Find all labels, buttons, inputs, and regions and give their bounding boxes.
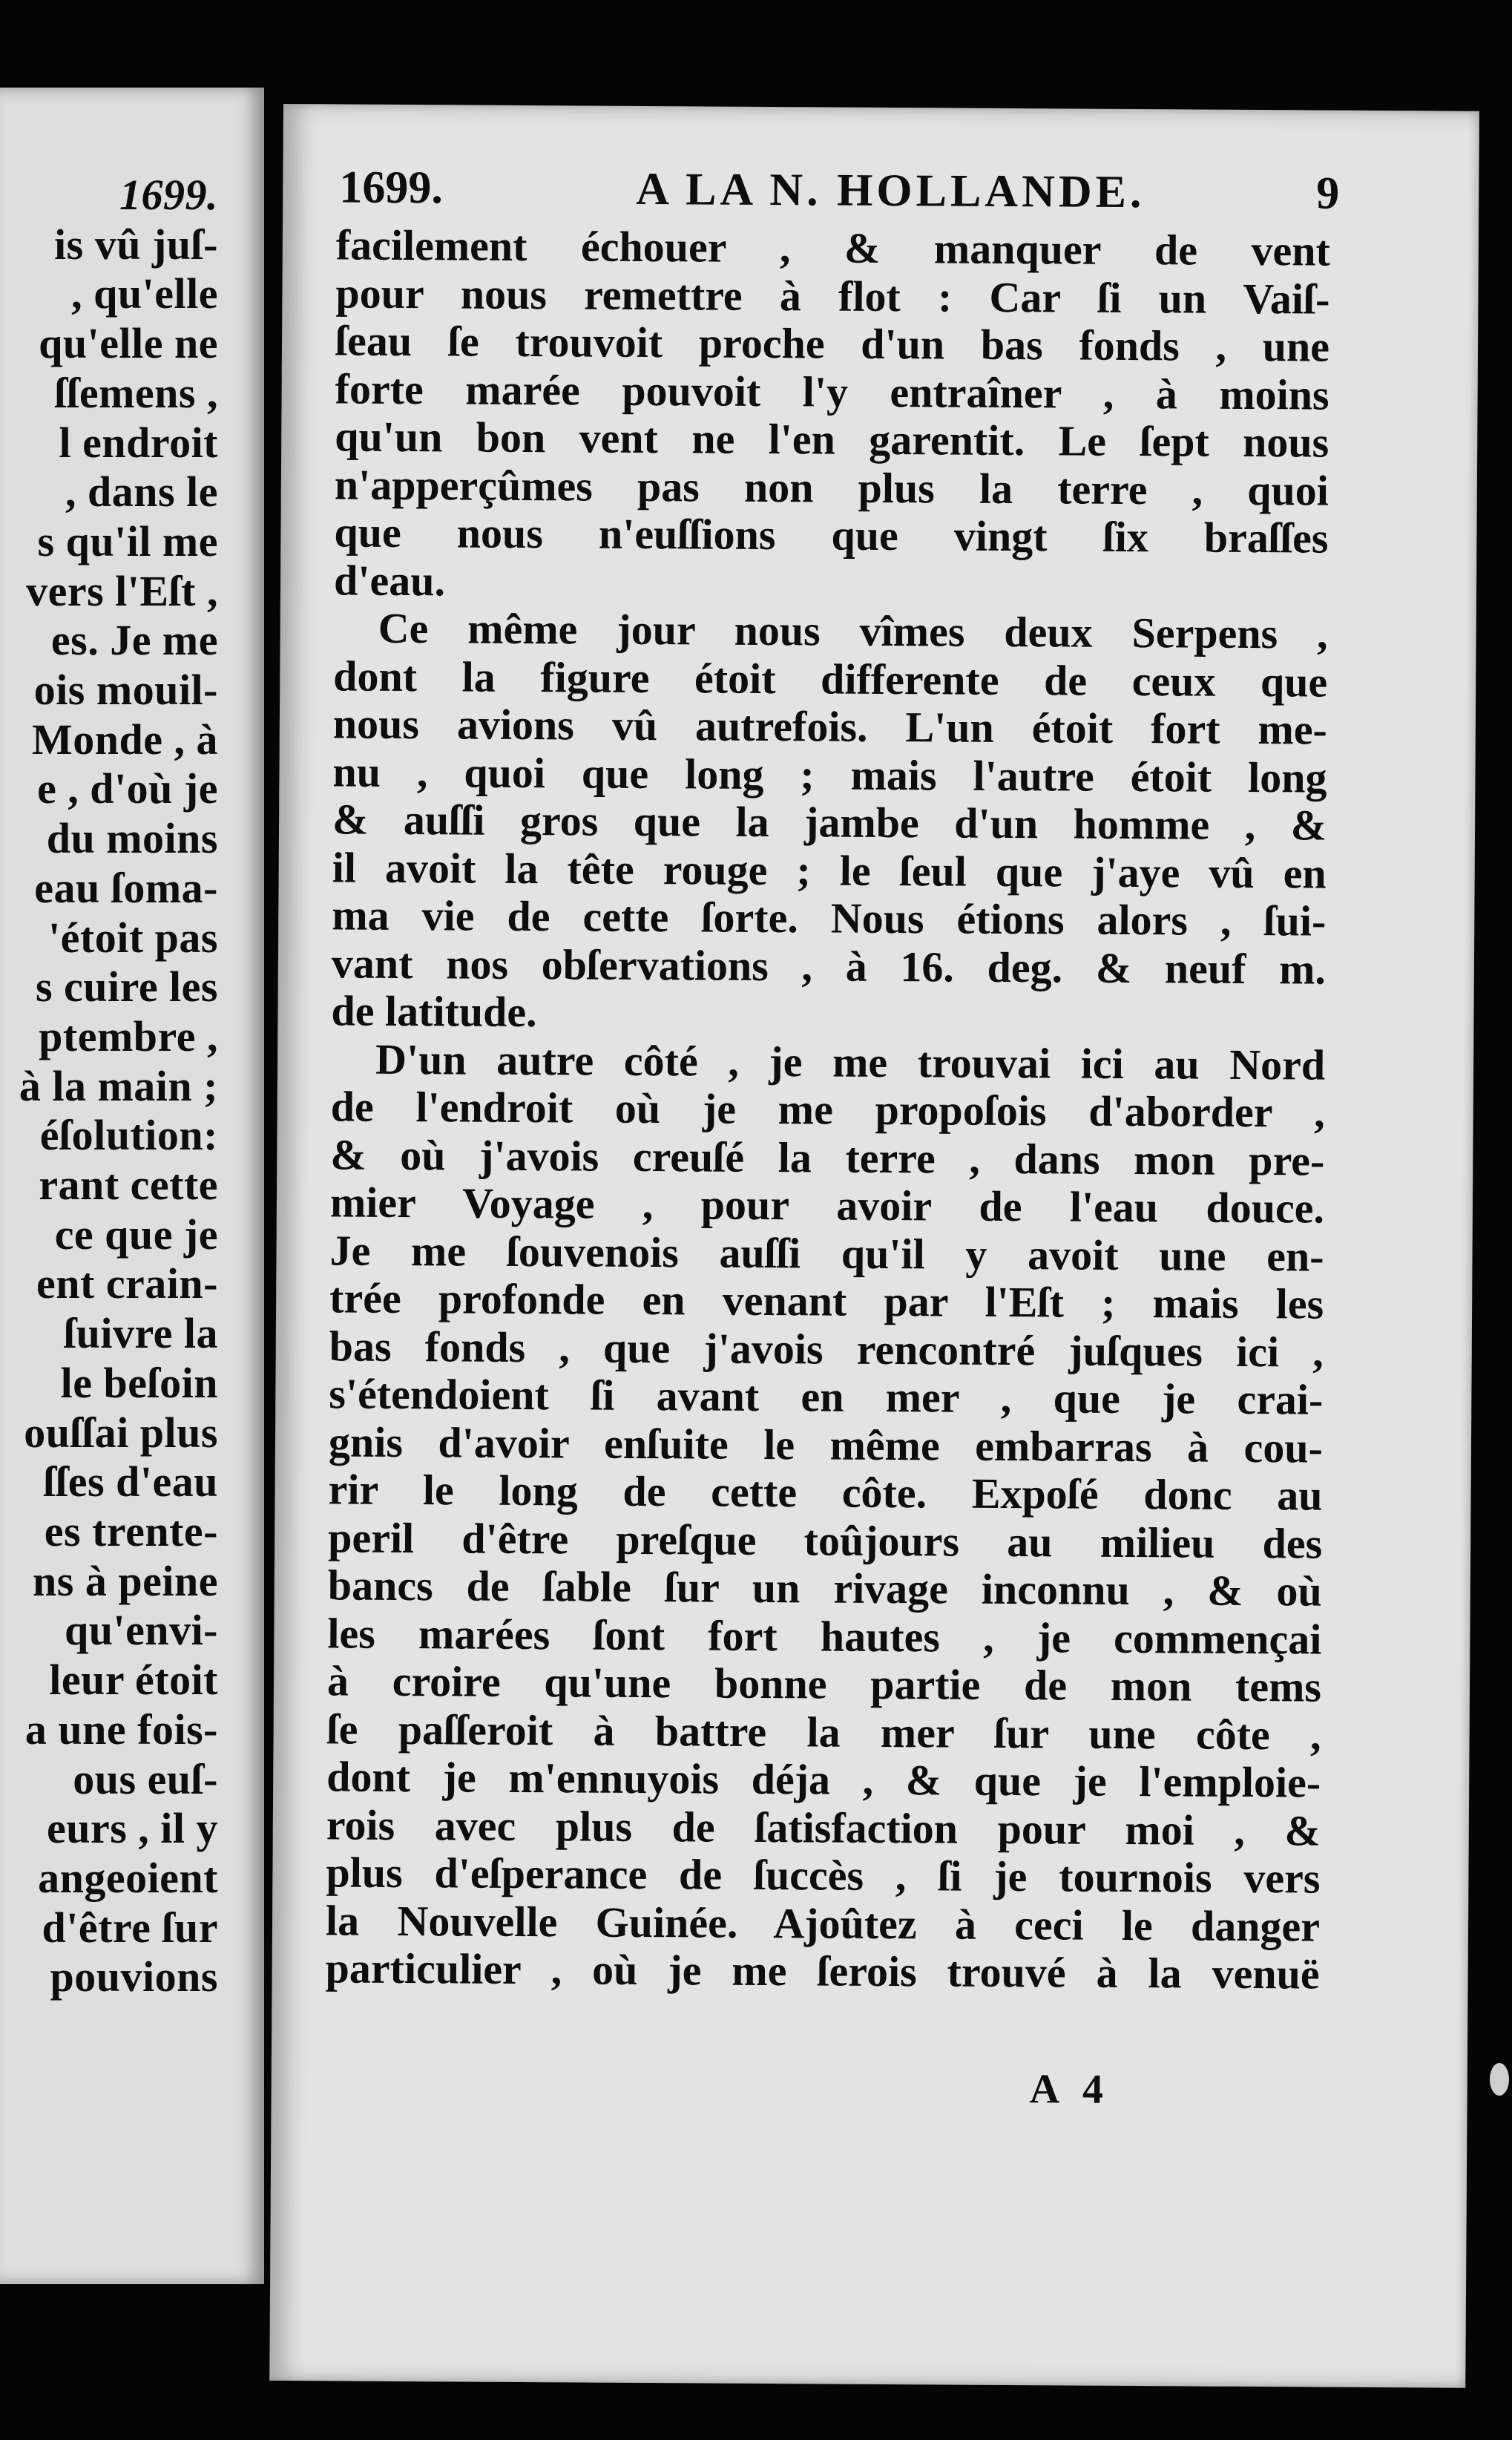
body-line: n'apperçûmes pas non plus la terre , quoi — [334, 459, 1329, 515]
body-line: pour nous remettre à flot : Car ſi un Vaiſ- — [335, 268, 1330, 324]
left-page-line: ois mouil- — [33, 666, 218, 715]
body-line: s'étendoient ſi avant en mer , que je crai- — [329, 1369, 1324, 1424]
body-line: dont la figure étoit differente de ceux que — [333, 651, 1328, 706]
body-line: les marées ſont fort hautes , je commençai — [327, 1608, 1322, 1664]
body-line: bancs de ſable ſur un rivage inconnu , & où — [327, 1561, 1322, 1616]
body-line: D'un autre côté , je me trouvai ici au Nord — [375, 1034, 1326, 1089]
left-page-line: Monde , à — [32, 715, 218, 764]
running-head-title: A LA N. HOLLANDE. — [636, 163, 1145, 218]
left-page-line: qu'envi- — [64, 1606, 218, 1655]
left-page-line: ous euſ- — [73, 1754, 218, 1803]
right-page — [269, 104, 1479, 2388]
left-page-line: pouvions — [50, 1952, 218, 2001]
body-line: il avoit la tête rouge ; le ſeul que j'aye vû en — [332, 842, 1327, 898]
body-line: qu'un bon vent ne l'en garentit. Le ſept nous — [335, 412, 1329, 467]
body-text — [325, 221, 1330, 1998]
left-page-line: ſuivre la — [63, 1309, 218, 1358]
left-page — [0, 88, 264, 2284]
running-head-year: 1699. — [339, 162, 444, 214]
body-line: peril d'être preſque toûjours au milieu des — [328, 1512, 1323, 1568]
body-line: Je me ſouvenois auſſi qu'il y avoit une en- — [329, 1225, 1324, 1281]
body-line: nous avions vû autrefois. L'un étoit fort me- — [332, 699, 1328, 754]
body-line: Ce même jour nous vîmes deux Serpens , — [378, 603, 1328, 658]
body-line: que nous n'euſſions que vingt ſix braſſes — [334, 508, 1329, 563]
left-page-line: s cuire les — [35, 962, 218, 1011]
left-page-line: eurs , il y — [46, 1804, 218, 1853]
left-page-line: 1699. — [119, 171, 218, 219]
left-page-line: vers l'Eſt , — [26, 566, 218, 615]
left-page-line: e , d'où je — [37, 764, 218, 813]
left-page-line: le beſoin — [60, 1358, 218, 1407]
left-page-line: 'étoit pas — [48, 913, 218, 962]
left-page-line: ent crain- — [36, 1259, 218, 1308]
left-page-line: , qu'elle — [71, 269, 218, 318]
body-line: ſe paſſeroit à battre la mer ſur une côte , — [326, 1704, 1321, 1760]
body-line: gnis d'avoir enſuite le même embarras à cou- — [328, 1417, 1324, 1472]
body-line: forte marée pouvoit l'y entraîner , à moins — [335, 364, 1329, 419]
left-page-line: d'être ſur — [42, 1903, 218, 1952]
left-page-line: es trente- — [44, 1506, 218, 1555]
body-line: mier Voyage , pour avoir de l'eau douce. — [329, 1178, 1325, 1233]
body-line: à croire qu'une bonne partie de mon tems — [326, 1656, 1322, 1711]
body-line: facilement échouer , & manquer de vent — [335, 220, 1331, 275]
body-line: vant nos obſervations , à 16. deg. & neuf m. — [331, 938, 1327, 994]
left-page-line: is vû juſ- — [54, 220, 218, 269]
running-head — [339, 159, 1339, 221]
left-page-line: es. Je me — [50, 616, 218, 665]
body-line: d'eau. — [333, 555, 446, 605]
scan-edge-mark — [1490, 2063, 1509, 2096]
left-page-line: eau ſoma- — [34, 863, 218, 912]
body-line: & auſſi gros que la jambe d'un homme , & — [332, 795, 1327, 850]
body-line: nu , quoi que long ; mais l'autre étoit long — [332, 747, 1327, 802]
left-page-line: leur étoit — [49, 1656, 218, 1705]
left-page-line: ſſemens , — [54, 368, 218, 417]
left-page-text — [19, 171, 218, 2002]
left-page-line: rant cette — [39, 1161, 218, 1210]
body-line: & où j'avois creuſé la terre , dans mon pre- — [330, 1129, 1325, 1185]
left-page-line: ptembre , — [39, 1011, 218, 1060]
body-line: de latitude. — [331, 986, 537, 1037]
body-line: ma vie de cette ſorte. Nous étions alors , ſui- — [332, 891, 1327, 945]
left-page-line: , dans le — [65, 468, 218, 516]
body-line: de l'endroit où je me propoſois d'aborder , — [330, 1082, 1325, 1137]
page-number: 9 — [1316, 168, 1340, 219]
left-page-line: qu'elle ne — [39, 319, 218, 368]
left-page-line: a une fois- — [24, 1705, 218, 1754]
left-page-line: éſolution: — [39, 1111, 218, 1160]
body-line: bas fonds , que j'avois rencontré juſques ici , — [329, 1321, 1324, 1377]
body-line: ſeau ſe trouvoit proche d'un bas fonds , une — [335, 316, 1330, 371]
body-line: la Nouvelle Guinée. Ajoûtez à ceci le danger — [325, 1895, 1321, 1951]
left-page-line: s qu'il me — [37, 516, 218, 565]
left-page-line: du moins — [46, 814, 218, 863]
left-page-line: ns à peine — [33, 1556, 218, 1605]
body-line: rois avec plus de ſatisfaction pour moi , & — [326, 1800, 1321, 1855]
left-page-line: angeoient — [38, 1853, 218, 1902]
body-line: trée profonde en venant par l'Eſt ; mais les — [329, 1273, 1324, 1328]
body-line: rir le long de cette côte. Expoſé donc au — [328, 1465, 1323, 1520]
body-line: plus d'eſperance de ſuccès , ſi je tournois vers — [326, 1848, 1321, 1903]
body-line: dont je m'ennuyois déja , & que je l'emploie- — [326, 1752, 1321, 1807]
signature-mark: A 4 — [1029, 2066, 1111, 2113]
left-page-line: ouſſai plus — [24, 1408, 218, 1457]
left-page-line: l endroit — [59, 418, 218, 467]
left-page-line: ce que je — [54, 1210, 218, 1259]
body-line: particulier , où je me ſerois trouvé à la venuë — [325, 1944, 1320, 1998]
left-page-line: ſſes d'eau — [43, 1457, 218, 1506]
left-page-line: à la main ; — [19, 1061, 218, 1110]
